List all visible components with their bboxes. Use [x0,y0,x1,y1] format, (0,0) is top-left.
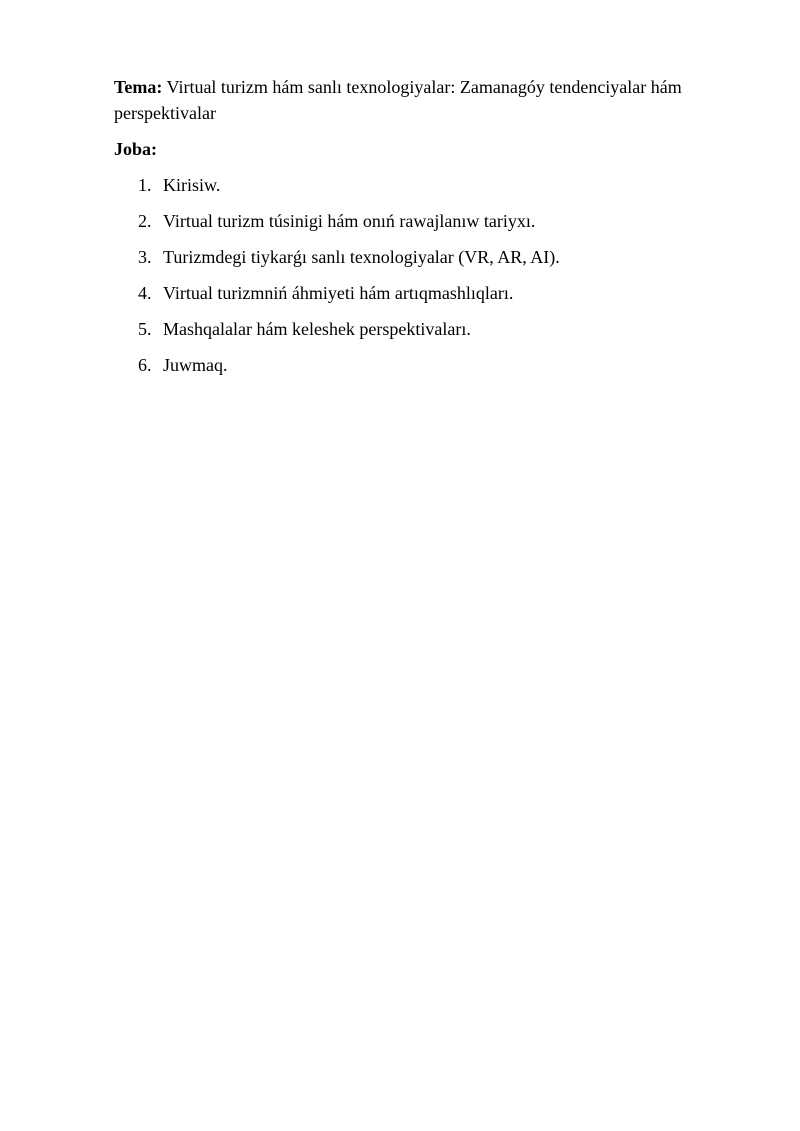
plan-item-1 [114,172,714,198]
plan-item-text: Mashqalalar hám keleshek perspektivaları. [163,319,471,339]
plan-item-text: Virtual turizm túsinigi hám onıń rawajlanıw tariyxı. [163,211,536,231]
topic-label: Tema: [114,77,163,97]
document-content [114,74,714,388]
plan-item-3 [114,244,714,270]
plan-item-6 [114,352,714,378]
plan-item-text: Kirisiw. [163,175,221,195]
plan-item-text: Juwmaq. [163,355,228,375]
plan-item-number: 1. [138,175,152,195]
plan-item-number: 4. [138,283,152,303]
topic-paragraph [114,74,714,126]
plan-item-number: 2. [138,211,152,231]
plan-item-number: 3. [138,247,152,267]
plan-item-2 [114,208,714,234]
plan-item-number: 6. [138,355,152,375]
plan-item-text: Virtual turizmniń áhmiyeti hám artıqmashlıqları. [163,283,514,303]
topic-text: Virtual turizm hám sanlı texnologiyalar: Zamanagóy tendenciyalar hám perspektivalar [114,77,682,123]
plan-list [114,172,714,378]
plan-item-4 [114,280,714,306]
plan-item-5 [114,316,714,342]
plan-item-number: 5. [138,319,152,339]
plan-heading: Joba: [114,139,158,159]
plan-item-text: Turizmdegi tiykarǵı sanlı texnologiyalar (VR, AR, AI). [163,247,560,267]
